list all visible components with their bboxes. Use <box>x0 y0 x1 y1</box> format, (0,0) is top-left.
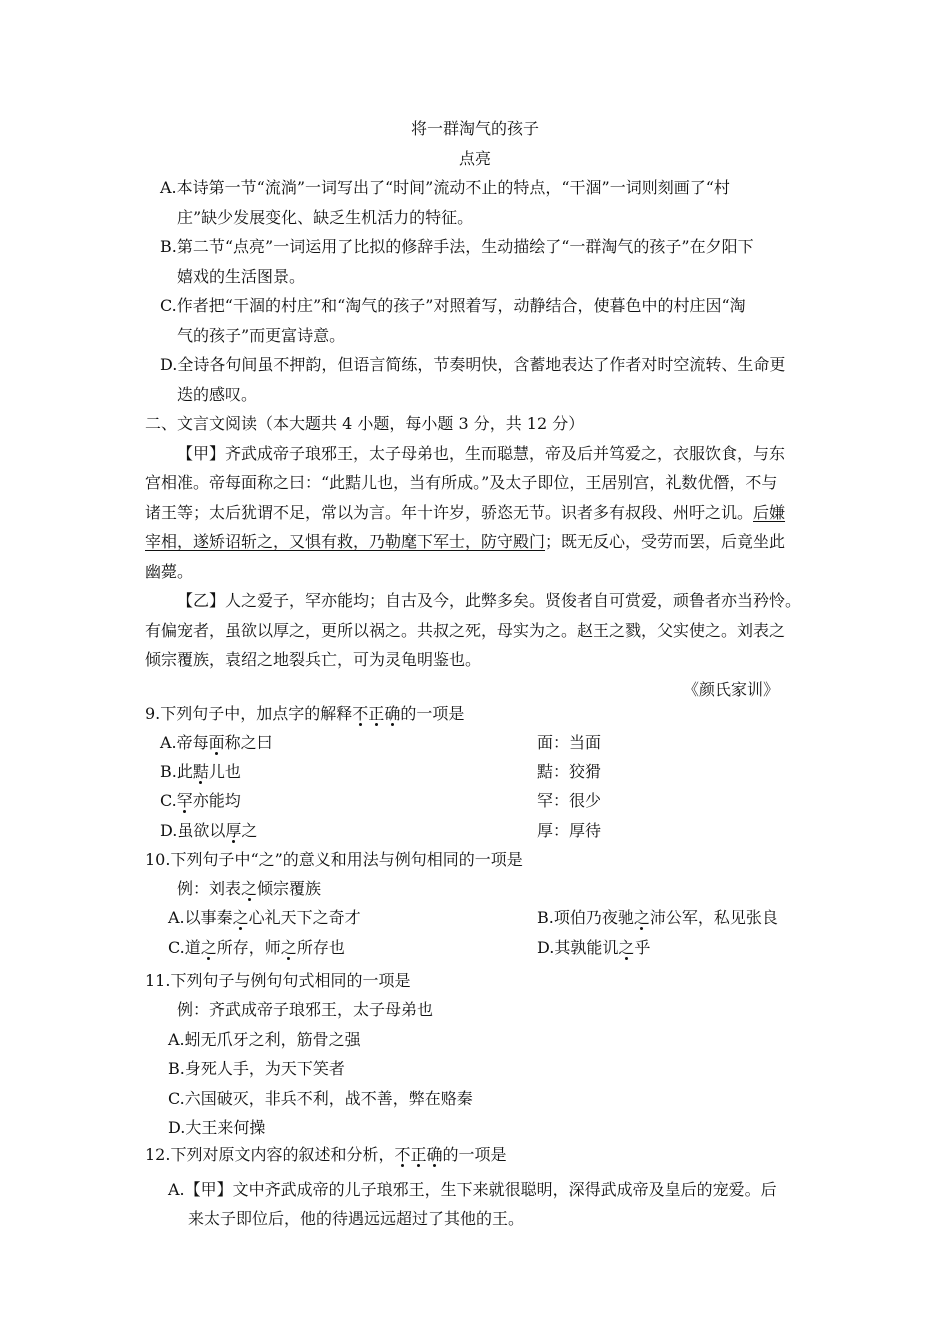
emphasis-char: 之 <box>633 908 650 927</box>
emphasis-char: 之 <box>200 938 217 957</box>
option-text: C. <box>160 791 177 810</box>
emphasis-char: 面 <box>208 733 225 752</box>
option-text: 亦能均 <box>192 791 241 810</box>
q9-option-a <box>160 732 273 754</box>
q12-option-a-line1: A.【甲】文中齐武成帝的儿子琅邪王，生下来就很聪明，深得武成帝及皇后的宠爱。后 <box>168 1180 777 1199</box>
q11-example: 例：齐武成帝子琅邪王，太子母弟也 <box>177 1000 434 1019</box>
q10-option-d <box>537 937 650 959</box>
emphasis-char: 之 <box>241 879 258 898</box>
q9-stem-tail: 的一项是 <box>400 704 465 723</box>
option-text: B.此 <box>160 762 193 781</box>
q9-gloss-a: 面：当面 <box>537 733 602 752</box>
emphasis-char: 确 <box>384 704 401 723</box>
option-text: 所存也 <box>296 938 345 957</box>
q12-option-a-line2: 来太子即位后，他的待遇远远超过了其他的王。 <box>188 1209 525 1228</box>
passage-jia-line-5: 幽薨。 <box>145 562 194 581</box>
q8-option-b-line1: B.第二节“点亮”一词运用了比拟的修辞手法，生动描绘了“一群淘气的孩子”在夕阳下 <box>160 237 754 256</box>
q10-stem: 10.下列句子中“之”的意义和用法与例句相同的一项是 <box>145 850 523 869</box>
passage-yi-line-3: 倾宗覆族，袁绍之地裂兵亡，可为灵龟明鉴也。 <box>145 650 482 669</box>
underlined-sentence-start: 后嫌 <box>753 503 786 522</box>
option-text: 称之曰 <box>224 733 273 752</box>
passage-source: 《颜氏家训》 <box>683 680 780 699</box>
section-2-heading: 二、文言文阅读（本大题共 4 小题，每小题 3 分，共 12 分） <box>145 414 585 433</box>
q8-option-c-line2: 气的孩子”而更富诗意。 <box>177 326 346 345</box>
q11-stem: 11.下列句子与例句句式相同的一项是 <box>145 971 411 990</box>
q9-gloss-d: 厚：厚待 <box>537 821 602 840</box>
option-text: 沛公军，私见张良 <box>649 908 778 927</box>
emphasis-char: 之 <box>280 938 297 957</box>
option-text: B.项伯乃夜驰 <box>537 908 634 927</box>
emphasis-char: 确 <box>426 1145 443 1164</box>
q9-option-b <box>160 761 241 783</box>
emphasis-char: 不 <box>352 704 369 723</box>
q10-option-a <box>168 907 361 929</box>
emphasis-char: 罕 <box>176 791 193 810</box>
passage-yi-line-2: 有偏宠者，虽欲以厚之，更所以祸之。共叔之死，母实为之。赵王之戮，父实使之。刘表之 <box>145 621 786 640</box>
q8-option-a-line1: A.本诗第一节“流淌”一词写出了“时间”流动不止的特点，“干涸”一词则刻画了“村 <box>160 178 730 197</box>
option-text: D.虽欲以 <box>160 821 226 840</box>
q8-option-d-line1: D.全诗各句间虽不押韵，但语言简练，节奏明快，含蓄地表达了作者对时空流转、生命更 <box>160 355 786 374</box>
option-text: D.其孰能讥 <box>537 938 619 957</box>
passage-jia-line-3-text: 诸王等；太后犹谓不足，常以为言。年十许岁，骄恣无节。识者多有叔段、州吁之讥。 <box>145 503 754 522</box>
q8-option-c-line1: C.作者把“干涸的村庄”和“淘气的孩子”对照着写，动静结合，使暮色中的村庄因“淘 <box>160 296 746 315</box>
q8-option-d-line2: 迭的感叹。 <box>177 385 258 404</box>
passage-jia-line-1: 【甲】齐武成帝子琅邪王，太子母弟也，生而聪慧，帝及后并笃爱之，衣服饮食，与东 <box>177 444 786 463</box>
option-text: C.道 <box>168 938 201 957</box>
passage-jia-line-3 <box>145 502 785 524</box>
q11-option-a: A.蚓无爪牙之利，筋骨之强 <box>168 1030 361 1049</box>
passage-jia-line-2: 宫相准。帝每面称之曰：“此黠儿也，当有所成。”及太子即位，王居别宫，礼数优僭，不与 <box>145 473 778 492</box>
poem-line-1: 将一群淘气的孩子 <box>410 119 539 138</box>
q9-gloss-b: 黠：狡猾 <box>537 762 602 781</box>
emphasis-char: 之 <box>618 938 635 957</box>
emphasis-char: 正 <box>368 704 385 723</box>
passage-yi-line-1: 【乙】人之爱子，罕亦能均；自古及今，此弊多矣。贤俊者自可赏爱，顽鲁者亦当矜怜。 <box>177 591 802 610</box>
emphasis-char: 黠 <box>192 762 209 781</box>
q9-option-c <box>160 790 241 812</box>
example-text: 倾宗覆族 <box>257 879 322 898</box>
q11-option-c: C.六国破灭，非兵不利，战不善，弊在赂秦 <box>168 1089 473 1108</box>
q8-option-b-line2: 嬉戏的生活图景。 <box>177 267 306 286</box>
option-text: A.以事秦 <box>168 908 233 927</box>
underlined-sentence-end: 宰相，遂矫诏斩之，又惧有救，乃勒麾下军士，防守殿门 <box>145 532 546 551</box>
option-text: 心礼天下之奇才 <box>248 908 361 927</box>
q9-option-d <box>160 820 257 842</box>
poem-line-2: 点亮 <box>458 149 491 168</box>
example-text: 例：刘表 <box>177 879 242 898</box>
q9-stem <box>145 703 464 725</box>
q10-option-b <box>537 907 778 929</box>
option-text: 乎 <box>634 938 651 957</box>
emphasis-char: 厚 <box>225 821 242 840</box>
option-text: 之 <box>241 821 258 840</box>
emphasis-char: 之 <box>232 908 249 927</box>
option-text: 儿也 <box>208 762 241 781</box>
option-text: 所存，师 <box>216 938 281 957</box>
q9-stem-text: 9.下列句子中，加点字的解释 <box>145 704 353 723</box>
q12-stem-text: 12.下列对原文内容的叙述和分析， <box>145 1145 395 1164</box>
q11-option-b: B.身死人手，为天下笑者 <box>168 1059 345 1078</box>
passage-jia-line-4 <box>145 531 785 553</box>
q12-stem-tail: 的一项是 <box>442 1145 507 1164</box>
q12-stem <box>145 1144 507 1166</box>
emphasis-char: 正 <box>410 1145 427 1164</box>
q10-example <box>177 878 321 900</box>
q11-option-d: D.大王来何操 <box>168 1118 266 1137</box>
emphasis-char: 不 <box>394 1145 411 1164</box>
option-text: A.帝每 <box>160 733 209 752</box>
q10-option-c <box>168 937 345 959</box>
passage-jia-line-4-rest: ；既无反心，受劳而罢，后竟坐此 <box>545 532 786 551</box>
q9-gloss-c: 罕：很少 <box>537 791 602 810</box>
q8-option-a-line2: 庄”缺少发展变化、缺乏生机活力的特征。 <box>177 208 474 227</box>
